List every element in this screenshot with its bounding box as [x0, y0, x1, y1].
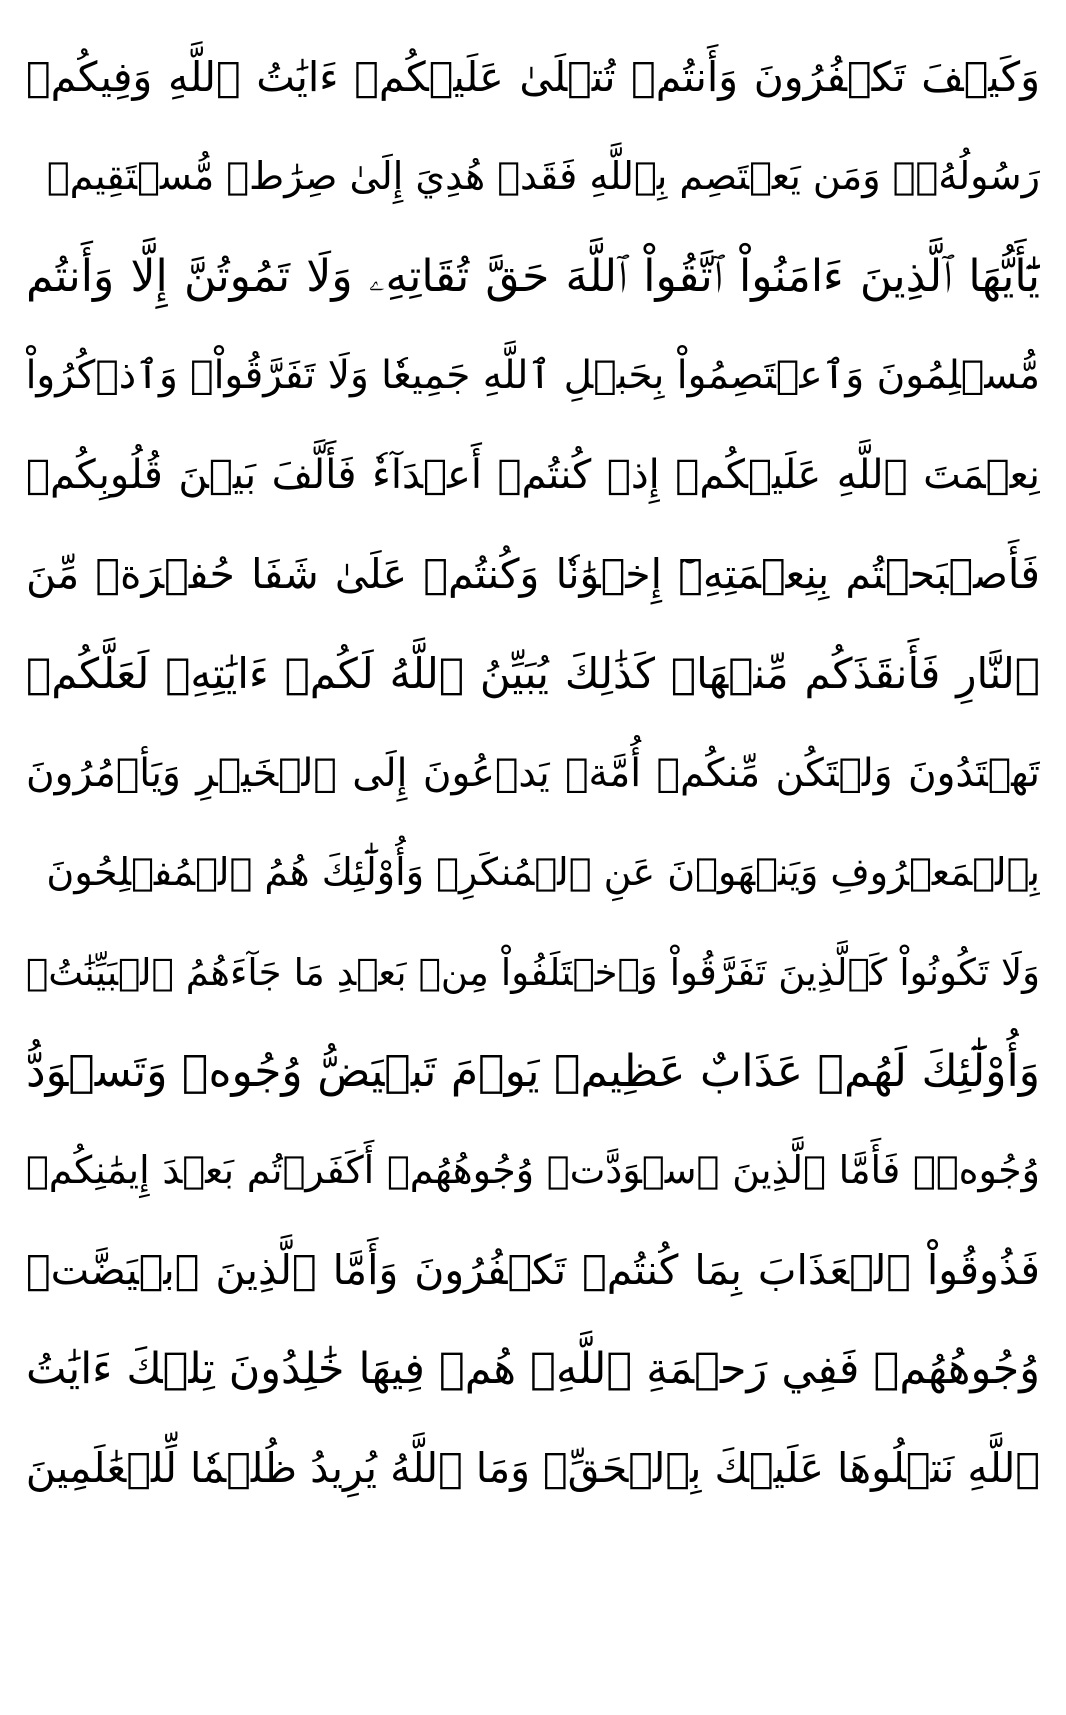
verse-line-2: رَسُولُهُۥۗ وَمَن يَعۡتَصِم بِٱللَّهِ فَقَدۡ هُدِيَ إِلَىٰ صِرَٰطٖ مُّسۡتَقِيمٖ — [46, 154, 1040, 199]
verse-line-7: ٱلنَّارِ فَأَنقَذَكُم مِّنۡهَاۗ كَذَٰلِكَ يُبَيِّنُ ٱللَّهُ لَكُمۡ ءَايَٰتِهِۦ لَعَلَّكُمۡ — [26, 649, 1040, 699]
verse-line-14: وُجُوهُهُمۡ فَفِي رَحۡمَةِ ٱللَّهِۖ هُمۡ فِيهَا خَٰلِدُونَ تِلۡكَ ءَايَٰتُ — [26, 1344, 1040, 1395]
verse-line-5: نِعۡمَتَ ٱللَّهِ عَلَيۡكُمۡ إِذۡ كُنتُمۡ أَعۡدَآءٗ فَأَلَّفَ بَيۡنَ قُلُوبِكُمۡ — [26, 451, 1040, 498]
verse-line-9: بِٱلۡمَعۡرُوفِ وَيَنۡهَوۡنَ عَنِ ٱلۡمُنكَرِۚ وَأُوْلَٰٓئِكَ هُمُ ٱلۡمُفۡلِحُونَ — [46, 850, 1040, 895]
verse-line-15: ٱللَّهِ نَتۡلُوهَا عَلَيۡكَ بِٱلۡحَقِّۗ وَمَا ٱللَّهُ يُرِيدُ ظُلۡمٗا لِّلۡعَٰلَمِينَ — [26, 1444, 1040, 1493]
verse-line-10: وَلَا تَكُونُواْ كَٱلَّذِينَ تَفَرَّقُواْ وَٱخۡتَلَفُواْ مِنۢ بَعۡدِ مَا جَآءَهُمُ ٱلۡبَيِّنَٰتُۚ — [26, 950, 1040, 994]
verse-line-13: فَذُوقُواْ ٱلۡعَذَابَ بِمَا كُنتُمۡ تَكۡفُرُونَ وَأَمَّا ٱلَّذِينَ ٱبۡيَضَّتۡ — [26, 1245, 1040, 1294]
verse-line-3: يَٰٓأَيُّهَا ٱلَّذِينَ ءَامَنُواْ ٱتَّقُواْ ٱللَّهَ حَقَّ تُقَاتِهِۦ وَلَا تَمُوتُنَّ إِلَّا وَأَنتُم — [26, 250, 1040, 302]
verse-line-1: وَكَيۡفَ تَكۡفُرُونَ وَأَنتُمۡ تُتۡلَىٰ عَلَيۡكُمۡ ءَايَٰتُ ٱللَّهِ وَفِيكُمۡ — [26, 53, 1040, 101]
verse-line-12: وُجُوهٞۚ فَأَمَّا ٱلَّذِينَ ٱسۡوَدَّتۡ وُجُوهُهُمۡ أَكَفَرۡتُم بَعۡدَ إِيمَٰنِكُمۡ — [26, 1148, 1040, 1193]
verse-line-11: وَأُوْلَٰٓئِكَ لَهُمۡ عَذَابٌ عَظِيمٞ يَوۡمَ تَبۡيَضُّ وُجُوهٞ وَتَسۡوَدُّ — [26, 1045, 1040, 1097]
verse-line-8: تَهۡتَدُونَ وَلۡتَكُن مِّنكُمۡ أُمَّةٞ يَدۡعُونَ إِلَى ٱلۡخَيۡرِ وَيَأۡمُرُونَ — [26, 750, 1040, 796]
verse-line-4: مُّسۡلِمُونَ وَٱعۡتَصِمُواْ بِحَبۡلِ ٱللَّهِ جَمِيعٗا وَلَا تَفَرَّقُواْۚ وَٱذۡكُرُواْ — [26, 353, 1040, 399]
verse-line-6: فَأَصۡبَحۡتُم بِنِعۡمَتِهِۦٓ إِخۡوَٰنٗا وَكُنتُمۡ عَلَىٰ شَفَا حُفۡرَةٖ مِّنَ — [26, 549, 1040, 598]
